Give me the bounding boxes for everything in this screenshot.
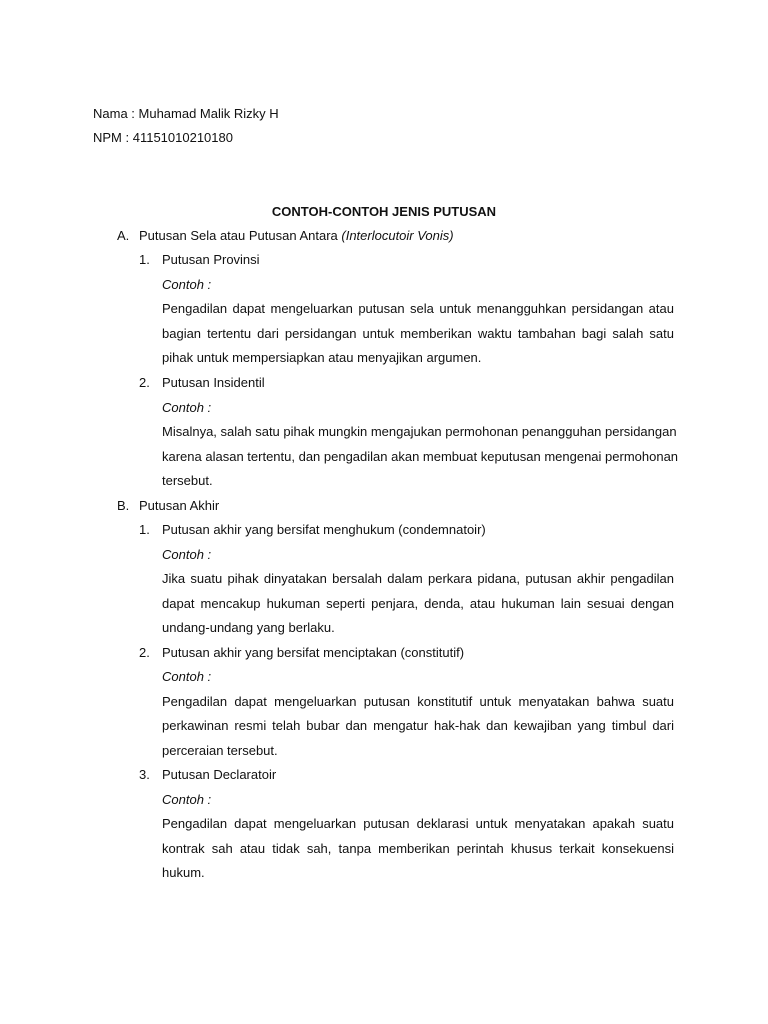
b2-text-line-1: Pengadilan dapat mengeluarkan putusan konstitutif untuk menyatakan bahwa suatu [162,694,674,709]
b3-text-line-2: kontrak sah atau tidak sah, tanpa memberikan perintah khusus terkait konsekuensi [162,841,674,856]
a2-contoh-label: Contoh : [162,400,212,415]
document-title: CONTOH-CONTOH JENIS PUTUSAN [271,204,497,219]
b2-title: Putusan akhir yang bersifat menciptakan (constitutif) [162,645,465,660]
b1-text-line-2: dapat mencakup hukuman seperti penjara, denda, atau hukuman lain sesuai dengan [162,596,674,611]
b1-contoh-label: Contoh : [162,547,212,562]
b1-number: 1. [139,522,150,537]
a2-text-line-2: karena alasan tertentu, dan pengadilan akan membuat keputusan mengenai permohonan [162,449,679,464]
section-b-heading: Putusan Akhir [139,498,220,513]
section-a-label: Putusan Sela atau Putusan Antara [139,228,342,243]
a1-number: 1. [139,252,150,267]
section-a-marker: A. [117,228,130,243]
b3-text-line-1: Pengadilan dapat mengeluarkan putusan deklarasi untuk menyatakan apakah suatu [162,816,674,831]
a1-contoh-label: Contoh : [162,277,212,292]
a2-title: Putusan Insidentil [162,375,265,390]
section-a-label-italic: (Interlocutoir Vonis) [341,228,454,243]
a1-text-line-2: bagian tertentu dari persidangan untuk memberikan waktu tambahan bagi salah satu [162,326,674,341]
b3-text-line-3: hukum. [162,865,205,880]
a2-number: 2. [139,375,150,390]
b2-contoh-label: Contoh : [162,669,212,684]
b3-contoh-label: Contoh : [162,792,212,807]
b2-text-line-3: perceraian tersebut. [162,743,278,758]
b1-text-line-3: undang-undang yang berlaku. [162,620,335,635]
a1-text-line-1: Pengadilan dapat mengeluarkan putusan sela untuk menangguhkan persidangan atau [162,301,674,316]
section-a-heading [139,228,454,244]
section-b-marker: B. [117,498,130,513]
b1-title: Putusan akhir yang bersifat menghukum (condemnatoir) [162,522,486,537]
a1-title: Putusan Provinsi [162,252,260,267]
a2-text-line-1: Misalnya, salah satu pihak mungkin mengajukan permohonan penangguhan persidangan [162,424,677,439]
a2-text-line-3: tersebut. [162,473,213,488]
b3-title: Putusan Declaratoir [162,767,277,782]
b3-number: 3. [139,767,150,782]
a1-text-line-3: pihak untuk mempersiapkan atau menyajikan argumen. [162,350,482,365]
student-name: Nama : Muhamad Malik Rizky H [93,106,279,121]
b2-text-line-2: perkawinan resmi telah bubar dan mengatur hak-hak dan kewajiban yang timbul dari [162,718,674,733]
student-npm: NPM : 41151010210180 [93,130,233,145]
b1-text-line-1: Jika suatu pihak dinyatakan bersalah dalam perkara pidana, putusan akhir pengadilan [162,571,674,586]
b2-number: 2. [139,645,150,660]
